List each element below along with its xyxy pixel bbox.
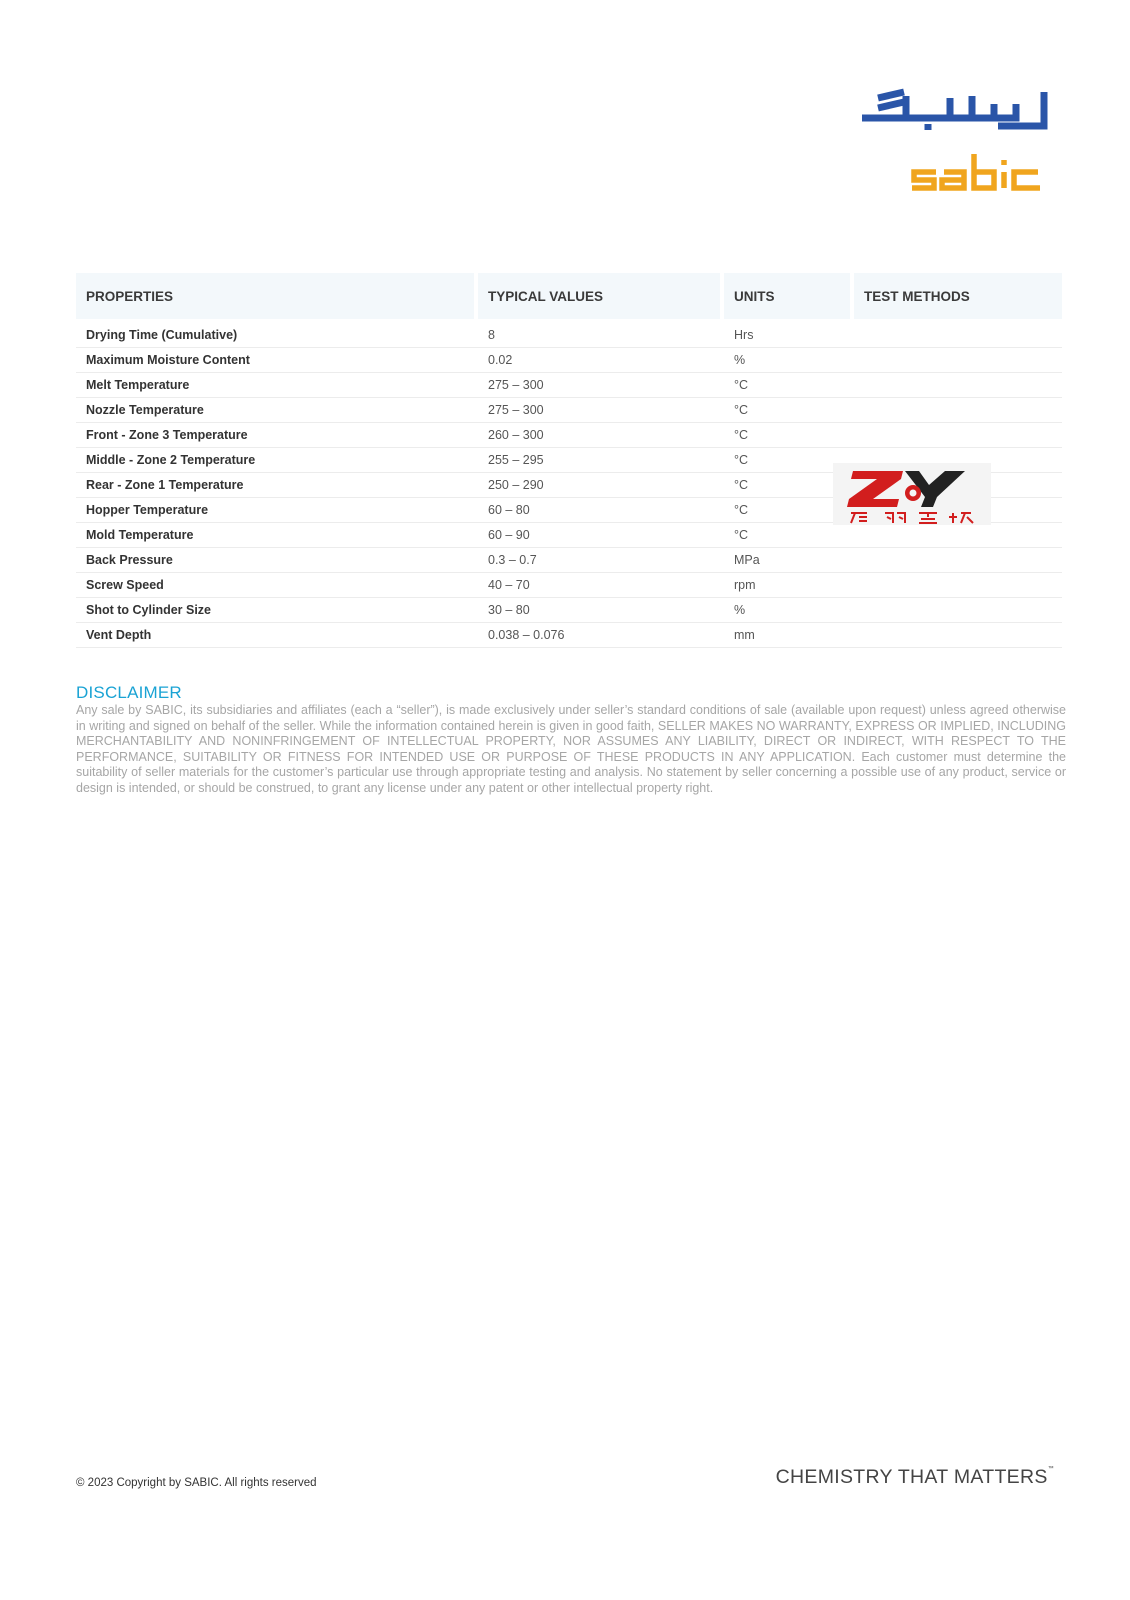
table-row xyxy=(76,373,1062,398)
cell-value: 30 – 80 xyxy=(478,598,724,623)
cell-unit: °C xyxy=(724,448,854,473)
cell-unit: °C xyxy=(724,423,854,448)
disclaimer-text: Any sale by SABIC, its subsidiaries and affiliates (each a “seller”), is made exclusively under seller’s standard conditions of sale (available upon request) unless agreed otherwise in writing and signed on behalf of the seller. While the information contained herein is given in good faith, SELLER MAKES NO WARRANTY, EXPRESS OR IMPLIED, INCLUDING MERCHANTABILITY AND NONINFRINGEMENT OF INTELLECTUAL PROPERTY, NOR ASSUMES ANY LIABILITY, DIRECT OR INDIRECT, WITH RESPECT TO THE PERFORMANCE, SUITABILITY OR FITNESS FOR INTENDED USE OR PURPOSE OF THESE PRODUCTS IN ANY APPLICATION. Each customer must determine the suitability of seller materials for the customer’s particular use through appropriate testing and analysis. No statement by seller concerning a possible use of any product, service or design is intended, or should be construed, to grant any license under any patent or other intellectual property right. xyxy=(76,703,1066,795)
cell-property: Screw Speed xyxy=(76,573,478,598)
cell-unit: °C xyxy=(724,523,854,548)
cell-property: Nozzle Temperature xyxy=(76,398,478,423)
zy-stamp-logo xyxy=(833,463,991,525)
cell-property: Middle - Zone 2 Temperature xyxy=(76,448,478,473)
properties-table xyxy=(76,273,1062,648)
cell-value: 275 – 300 xyxy=(478,373,724,398)
cell-value: 0.3 – 0.7 xyxy=(478,548,724,573)
disclaimer-title: DISCLAIMER xyxy=(76,683,182,702)
cell-property: Rear - Zone 1 Temperature xyxy=(76,473,478,498)
tagline xyxy=(776,1466,1054,1489)
cell-value: 60 – 90 xyxy=(478,523,724,548)
cell-value: 260 – 300 xyxy=(478,423,724,448)
disclaimer-section xyxy=(76,683,1066,797)
cell-value: 255 – 295 xyxy=(478,448,724,473)
table-row xyxy=(76,523,1062,548)
cell-value: 60 – 80 xyxy=(478,498,724,523)
tagline-text: CHEMISTRY THAT MATTERS xyxy=(775,1466,1048,1488)
cell-property: Drying Time (Cumulative) xyxy=(76,319,478,348)
cell-test-method xyxy=(854,548,1062,573)
cell-value: 250 – 290 xyxy=(478,473,724,498)
cell-test-method xyxy=(854,573,1062,598)
cell-unit: Hrs xyxy=(724,319,854,348)
header-units: UNITS xyxy=(724,273,854,319)
cell-test-method xyxy=(854,373,1062,398)
table-row xyxy=(76,348,1062,373)
cell-value: 8 xyxy=(478,319,724,348)
cell-property: Front - Zone 3 Temperature xyxy=(76,423,478,448)
table-row xyxy=(76,398,1062,423)
table-row xyxy=(76,319,1062,348)
header-typical-values: TYPICAL VALUES xyxy=(478,273,724,319)
cell-unit: rpm xyxy=(724,573,854,598)
properties-table-container xyxy=(76,273,1062,648)
table-row xyxy=(76,548,1062,573)
cell-value: 40 – 70 xyxy=(478,573,724,598)
table-row xyxy=(76,623,1062,648)
cell-property: Melt Temperature xyxy=(76,373,478,398)
table-header-row xyxy=(76,273,1062,319)
cell-test-method xyxy=(854,398,1062,423)
cell-test-method xyxy=(854,348,1062,373)
cell-property: Shot to Cylinder Size xyxy=(76,598,478,623)
cell-unit: MPa xyxy=(724,548,854,573)
cell-property: Back Pressure xyxy=(76,548,478,573)
cell-property: Mold Temperature xyxy=(76,523,478,548)
cell-value: 0.038 – 0.076 xyxy=(478,623,724,648)
table-row xyxy=(76,423,1062,448)
cell-test-method xyxy=(854,423,1062,448)
trademark-mark: ™ xyxy=(1047,1466,1054,1472)
sabic-logo xyxy=(850,88,1060,198)
cell-unit: °C xyxy=(724,398,854,423)
cell-test-method xyxy=(854,523,1062,548)
cell-unit: °C xyxy=(724,498,854,523)
table-row xyxy=(76,573,1062,598)
cell-test-method xyxy=(854,623,1062,648)
cell-property: Hopper Temperature xyxy=(76,498,478,523)
cell-test-method xyxy=(854,598,1062,623)
cell-unit: mm xyxy=(724,623,854,648)
cell-unit: % xyxy=(724,348,854,373)
cell-unit: °C xyxy=(724,373,854,398)
cell-value: 275 – 300 xyxy=(478,398,724,423)
table-row xyxy=(76,598,1062,623)
cell-test-method xyxy=(854,319,1062,348)
copyright-notice: © 2023 Copyright by SABIC. All rights reserved xyxy=(76,1477,317,1489)
header-test-methods: TEST METHODS xyxy=(854,273,1062,319)
cell-value: 0.02 xyxy=(478,348,724,373)
header-properties: PROPERTIES xyxy=(76,273,478,319)
cell-property: Maximum Moisture Content xyxy=(76,348,478,373)
cell-unit: % xyxy=(724,598,854,623)
cell-property: Vent Depth xyxy=(76,623,478,648)
cell-unit: °C xyxy=(724,473,854,498)
